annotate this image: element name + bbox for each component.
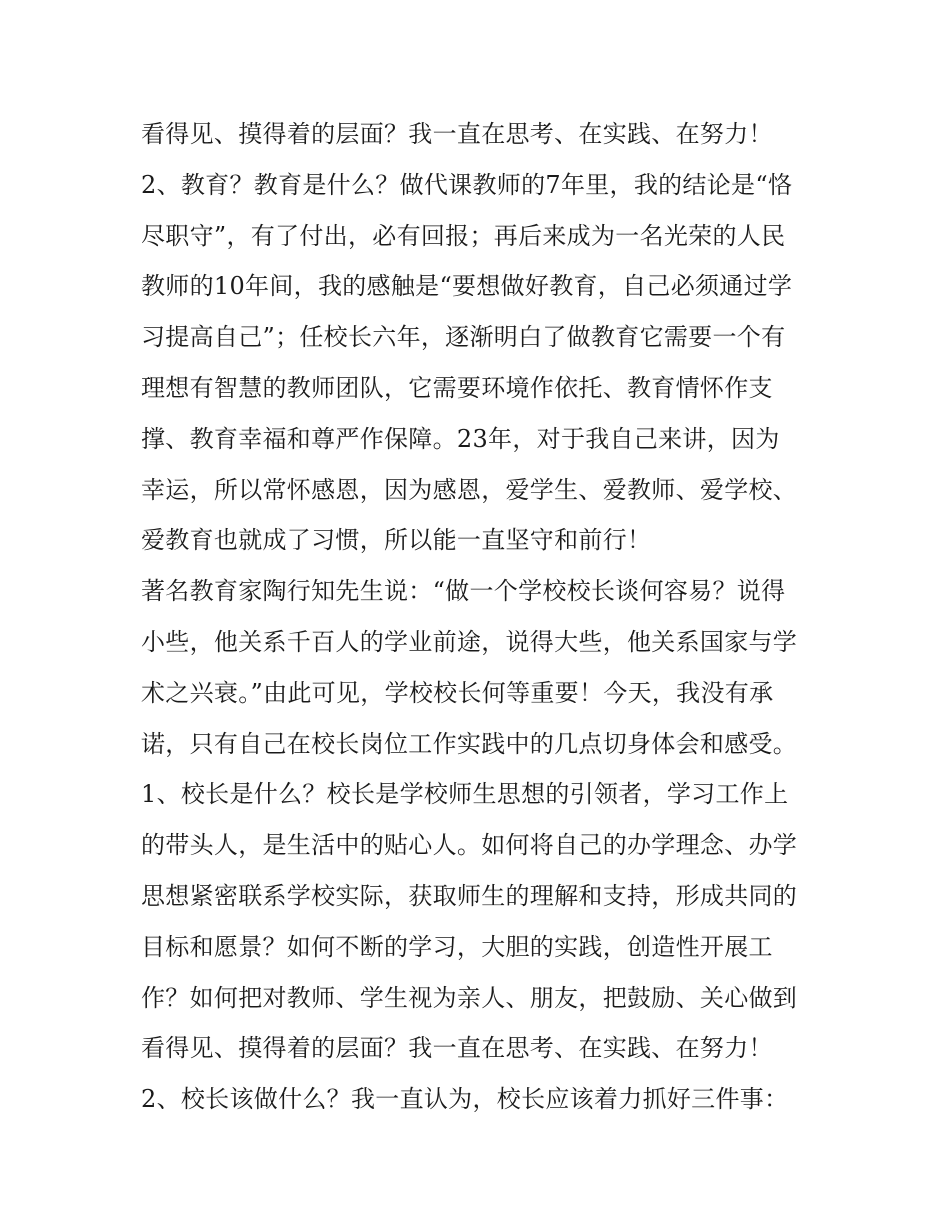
text-line: 思想紧密联系学校实际，获取师生的理解和支持，形成共同的 [141, 881, 798, 910]
text-line: 习提高自己”；任校长六年，逐渐明白了做教育它需要一个有 [141, 323, 786, 352]
text-line: 爱教育也就成了习惯，所以能一直坚守和前行！ [141, 526, 652, 555]
text-line: 1、校长是什么？校长是学校师生思想的引领者，学习工作上 [141, 780, 789, 809]
text-line: 著名教育家陶行知先生说：“做一个学校校长谈何容易？说得 [141, 577, 786, 606]
text-line: 诺，只有自己在校长岗位工作实践中的几点切身体会和感受。 [141, 729, 798, 758]
text-line: 2、教育？教育是什么？做代课教师的7年里，我的结论是“恪 [141, 170, 793, 199]
text-line: 尽职守”，有了付出，必有回报；再后来成为一名光荣的人民 [141, 221, 786, 250]
text-line: 的带头人，是生活中的贴心人。如何将自己的办学理念、办学 [141, 831, 798, 860]
body-text [141, 109, 821, 1125]
text-line: 2、校长该做什么？我一直认为，校长应该着力抓好三件事： [141, 1085, 789, 1114]
text-line: 小些，他关系千百人的学业前途，说得大些，他关系国家与学 [141, 627, 798, 656]
text-line: 术之兴衰。”由此可见，学校校长何等重要！今天，我没有承 [141, 678, 774, 707]
text-line: 看得见、摸得着的层面？我一直在思考、在实践、在努力！ [141, 1034, 773, 1063]
text-line: 看得见、摸得着的层面？我一直在思考、在实践、在努力！ [141, 120, 773, 148]
text-line: 撑、教育幸福和尊严作保障。23年，对于我自己来讲，因为 [141, 424, 780, 453]
text-line: 作？如何把对教师、学生视为亲人、朋友，把鼓励、关心做到 [141, 983, 798, 1012]
text-line: 理想有智慧的教师团队，它需要环境作依托、教育情怀作支 [141, 373, 773, 402]
text-line: 教师的10年间，我的感触是“要想做好教育，自己必须通过学 [141, 272, 793, 301]
text-line: 幸运，所以常怀感恩，因为感恩，爱学生、爱教师、爱学校、 [141, 475, 798, 504]
text-line: 目标和愿景？如何不断的学习，大胆的实践，创造性开展工 [141, 932, 773, 961]
